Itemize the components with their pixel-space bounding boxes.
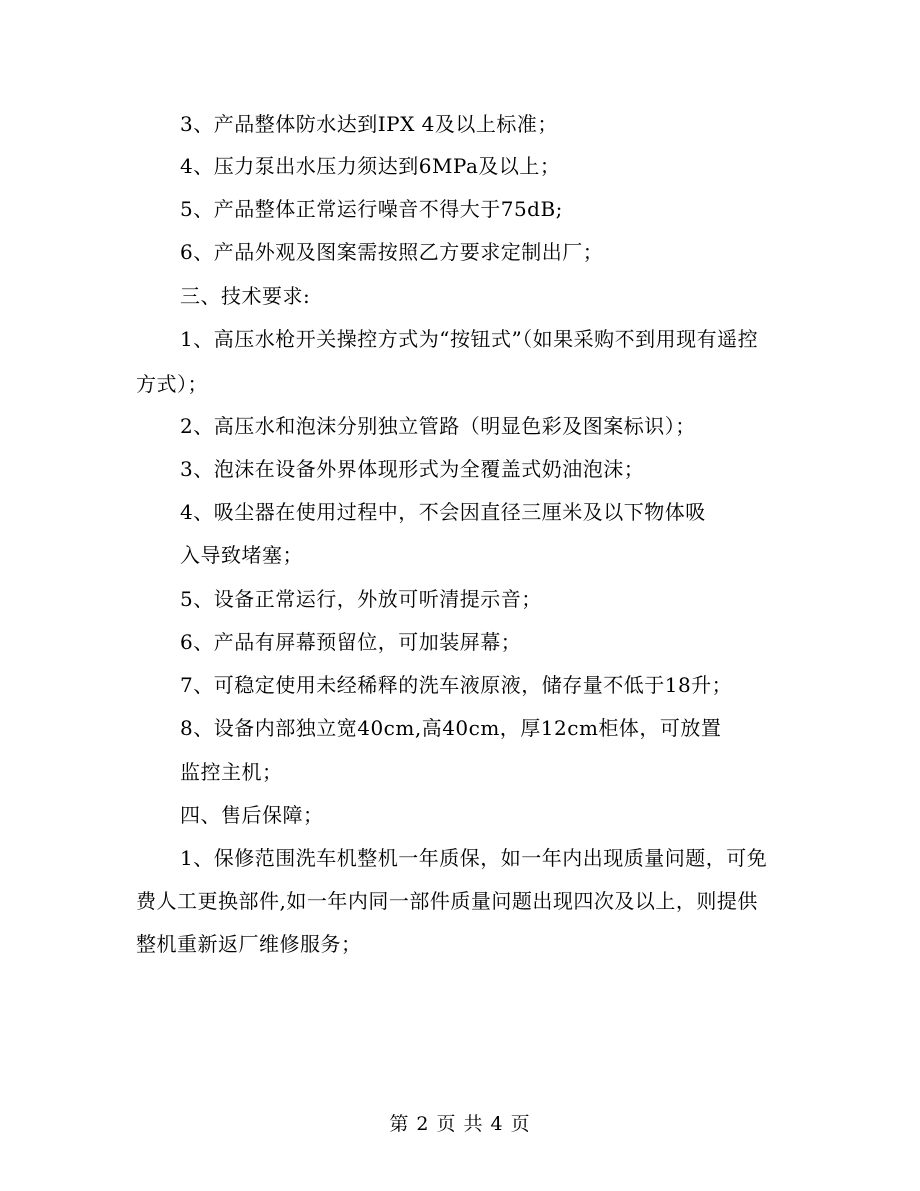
text-line: 3、泡沫在设备外界体现形式为全覆盖式奶油泡沫； [180, 457, 645, 481]
text-line: 监控主机； [180, 760, 283, 784]
text-line: 3、产品整体防水达到IPX 4及以上标准； [180, 112, 558, 136]
section-heading: 三、技术要求: [180, 284, 311, 308]
section-heading: 四、售后保障； [180, 803, 324, 827]
text-line: 费人工更换部件,如一年内同一部件质量问题出现四次及以上，则提供 [136, 889, 758, 913]
text-line: 2、高压水和泡沫分别独立管路（明显色彩及图案标识）； [180, 414, 696, 438]
text-line: 6、产品有屏幕预留位，可加装屏幕； [180, 630, 522, 654]
text-line: 1、高压水枪开关操控方式为“按钮式”（如果采购不到用现有遥控 [180, 327, 759, 351]
text-line: 6、产品外观及图案需按照乙方要求定制出厂； [180, 240, 604, 264]
text-line: 整机重新返厂维修服务； [136, 932, 362, 956]
text-line: 1、保修范围洗车机整机一年质保，如一年内出现质量问题，可免 [180, 846, 768, 870]
text-line: 8、设备内部独立宽40cm,高40cm，厚12cm柜体，可放置 [180, 716, 722, 740]
text-line: 4、压力泵出水压力须达到6MPa及以上； [180, 154, 561, 178]
text-line: 5、产品整体正常运行噪音不得大于75dB; [180, 197, 563, 221]
text-line: 7、可稳定使用未经稀释的洗车液原液，储存量不低于18升； [180, 673, 733, 697]
page-number-label: 第 2 页 共 4 页 [389, 1113, 531, 1135]
page-number-footer [0, 1112, 920, 1136]
text-line: 5、设备正常运行，外放可听清提示音； [180, 587, 542, 611]
text-line: 4、吸尘器在使用过程中，不会因直径三厘米及以下物体吸 [180, 500, 706, 524]
text-line: 方式）； [136, 372, 208, 396]
text-line: 入导致堵塞； [180, 543, 303, 567]
